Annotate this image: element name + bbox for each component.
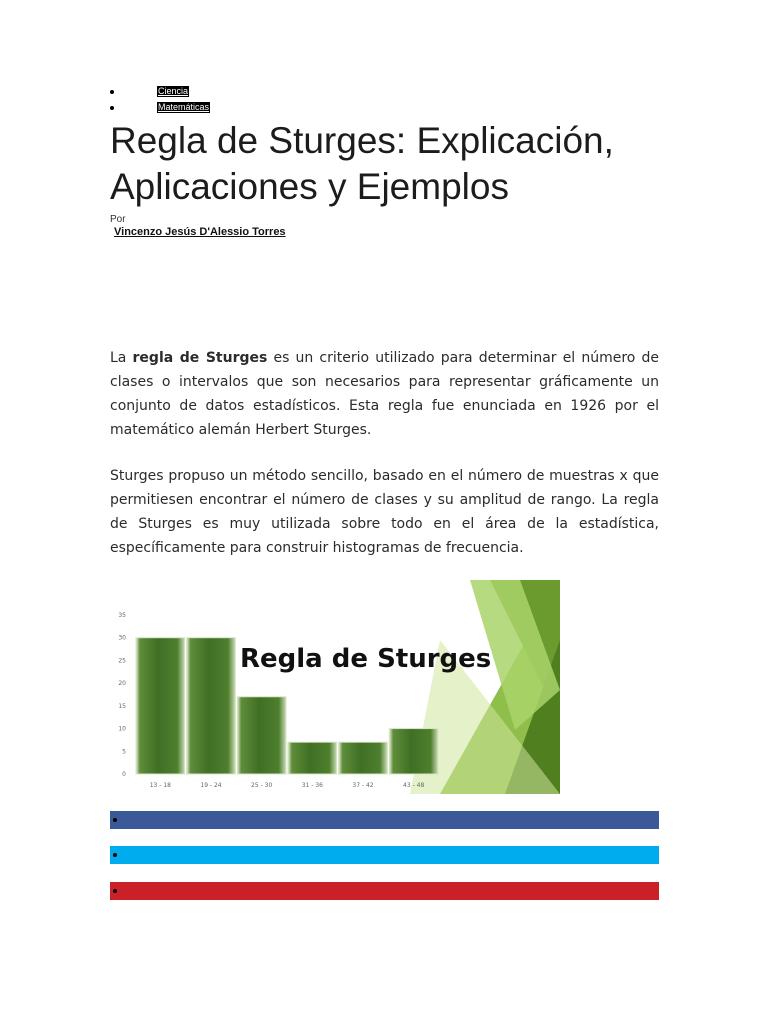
bullet-icon [113,818,117,822]
y-tick-label: 35 [118,612,126,619]
chart-title: Regla de Sturges [240,644,492,674]
intro-paragraph [110,346,659,442]
histogram-bar [339,742,388,774]
y-tick-label: 10 [118,725,126,733]
intro-rest: es un criterio utilizado para determinar el número de clases o intervalos que son necesarios para representar gráficamente un conjunto de datos estadísticos. Esta regla fue enunciada en 1926 por el matemático alemán Herbert Sturges. [110,350,659,438]
intro-term: regla de Sturges [132,350,268,366]
y-tick-label: 15 [118,702,126,710]
histogram-chart [110,580,560,794]
y-tick-label: 25 [118,657,126,665]
article-title: Regla de Sturges: Explicación, Aplicaciones y Ejemplos [110,120,614,207]
sturges-figure [110,580,560,794]
y-tick-label: 30 [118,634,126,642]
x-tick-label: 31 - 36 [301,782,323,789]
method-paragraph: Sturges propuso un método sencillo, basado en el número de muestras x que permitiesen encontrar el número de clases y su amplitud de rango. La regla de Sturges es muy utilizada sobre todo en el área de la estadística, específicamente para construir histogramas de frecuencia. [110,468,659,556]
byline-label: Por [110,214,126,225]
bullet-icon [110,106,114,110]
y-tick-label: 20 [118,680,126,688]
histogram-bar [136,638,185,774]
author-link[interactable]: Vincenzo Jesús D'Alessio Torres [114,226,286,238]
histogram-bar [288,742,337,774]
y-tick-label: 0 [122,771,126,778]
category-link-ciencia[interactable]: Ciencia [158,86,189,96]
x-axis-labels [150,782,425,789]
intro-lead: La [110,350,133,366]
y-axis-ticks [118,612,126,778]
share-pinterest-button[interactable] [110,882,659,900]
bullet-icon [113,889,117,893]
bullet-icon [110,90,114,94]
histogram-bar [237,697,286,774]
x-tick-label: 37 - 42 [352,782,374,789]
share-twitter-button[interactable] [110,846,659,864]
x-tick-label: 13 - 18 [149,782,171,789]
category-link-matematicas[interactable]: Matemáticas [158,102,210,112]
share-facebook-button[interactable] [110,811,659,829]
bullet-icon [113,853,117,857]
x-tick-label: 19 - 24 [200,782,222,789]
x-tick-label: 25 - 30 [251,782,273,789]
histogram-bar [389,729,438,774]
histogram-bar [187,638,236,774]
y-tick-label: 5 [122,748,126,756]
x-tick-label: 43 - 48 [403,782,425,789]
